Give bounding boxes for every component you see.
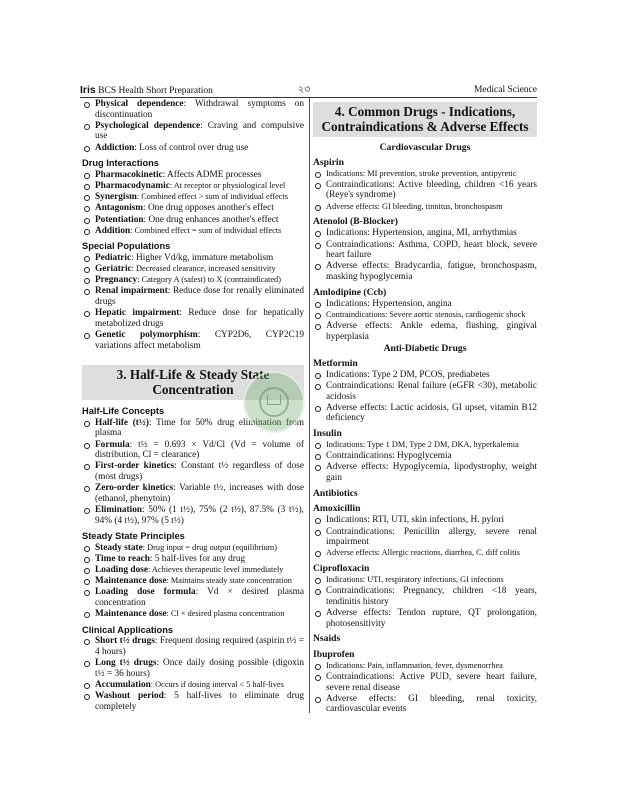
section-heading: Half-Life Concepts bbox=[82, 406, 165, 417]
list-item: Formula: t½ = 0.693 × Vd/Cl (Vd = volume of distribution, Cl = clearance) bbox=[82, 440, 304, 461]
list-item: Pharmacokinetic: Affects ADME processes bbox=[82, 170, 304, 181]
drug-name: Ciprofloxacin bbox=[313, 562, 370, 574]
list-item: Indications: Type 2 DM, PCOS, prediabetes bbox=[313, 370, 537, 381]
list-item: Potentiation: One drug enhances another's effect bbox=[82, 215, 304, 226]
list-item: Indications: MI prevention, stroke prevention, antipyretic bbox=[313, 169, 537, 180]
list-item: Adverse effects: Lactic acidosis, GI upset, vitamin B12 deficiency bbox=[313, 403, 537, 424]
list-item: Indications: RTI, UTI, skin infections, H. pylori bbox=[313, 515, 537, 526]
list-item: Loading dose: Achieves therapeutic level immediately bbox=[82, 565, 304, 576]
page-header bbox=[80, 84, 537, 96]
section-heading: Special Populations bbox=[82, 241, 171, 252]
list-item: Adverse effects: Bradycardia, fatigue, bronchospasm, masking hypoglycemia bbox=[313, 261, 537, 282]
category-heading: Nsaids bbox=[313, 633, 341, 645]
list-item: Half-life (t½): Time for 50% drug elimination from plasma bbox=[82, 418, 304, 439]
list-item: Contraindications: Hypoglycemia bbox=[313, 451, 537, 462]
list-item: Maintenance dose: Maintains steady state concentration bbox=[82, 576, 304, 587]
header-title: BCS Health Short Preparation bbox=[98, 86, 213, 96]
list-item: Genetic polymorphism: CYP2D6, CYP2C19 variations affect metabolism bbox=[82, 330, 304, 351]
right-column bbox=[313, 99, 537, 716]
list-item: Adverse effects: GI bleeding, renal toxicity, cardiovascular events bbox=[313, 694, 537, 715]
list-item: Addition: Combined effect = sum of individual effects bbox=[82, 226, 304, 237]
list-item: First-order kinetics: Constant t½ regardless of dose (most drugs) bbox=[82, 461, 304, 482]
list-item: Contraindications: Renal failure (eGFR <30), metabolic acidosis bbox=[313, 381, 537, 402]
clinical-applications-list bbox=[82, 636, 304, 712]
list-item: Maintenance dose: Cl × desired plasma concentration bbox=[82, 609, 304, 620]
steady-state-list bbox=[82, 543, 304, 620]
book-icon bbox=[267, 395, 281, 405]
list-item: Contraindications: Asthma, COPD, heart block, severe heart failure bbox=[313, 240, 537, 261]
list-item: Contraindications: Penicillin allergy, severe renal impairment bbox=[313, 527, 537, 548]
list-item: Indications: Pain, inflammation, fever, dysmenorrhea bbox=[313, 661, 537, 672]
brand-logo-text: Iris bbox=[80, 84, 96, 96]
list-item: Adverse effects: Ankle edema, flushing, gingival hyperplasia bbox=[313, 321, 537, 342]
list-item: Addiction: Loss of control over drug use bbox=[82, 143, 304, 154]
drug-details-list bbox=[313, 515, 537, 559]
drug-details-list bbox=[313, 169, 537, 213]
list-item: Indications: Type 1 DM, Type 2 DM, DKA, hyperkalemia bbox=[313, 440, 537, 451]
drug-details-list bbox=[313, 370, 537, 424]
list-item: Accumulation: Occurs if dosing interval < 5 half-lives bbox=[82, 680, 304, 691]
watermark-logo bbox=[243, 371, 305, 433]
list-item: Adverse effects: Tendon rupture, QT prolongation, photosensitivity bbox=[313, 608, 537, 629]
drug-name: Atenolol (B-Blocker) bbox=[313, 216, 398, 228]
category-heading: Anti-Diabetic Drugs bbox=[383, 343, 467, 355]
drug-name: Insulin bbox=[313, 428, 342, 439]
drug-name: Ibuprofen bbox=[313, 648, 355, 660]
section-heading: Steady State Principles bbox=[82, 531, 185, 542]
half-life-list bbox=[82, 418, 304, 526]
section-4-title: 4. Common Drugs - Indications, Contraindications & Adverse Effects bbox=[313, 102, 537, 137]
drug-details-list bbox=[313, 228, 537, 282]
list-item: Indications: UTI, respiratory infections, GI infections bbox=[313, 575, 537, 586]
section-heading: Clinical Applications bbox=[82, 624, 174, 635]
page-number: ২৩ bbox=[298, 85, 311, 95]
list-item: Contraindications: Active PUD, severe heart failure, severe renal disease bbox=[313, 672, 537, 693]
list-item: Antagonism: One drug opposes another's effect bbox=[82, 203, 304, 214]
list-item: Adverse effects: Hypoglycemia, lipodystrophy, weight gain bbox=[313, 462, 537, 483]
list-item: Elimination: 50% (1 t½), 75% (2 t½), 87.5% (3 t½), 94% (4 t½), 97% (5 t½) bbox=[82, 505, 304, 526]
list-item: Synergism: Combined effect > sum of individual effects bbox=[82, 192, 304, 203]
list-item: Contraindications: Pregnancy, children <18 years, tendinitis history bbox=[313, 586, 537, 607]
list-item: Hepatic impairment: Reduce dose for hepatically metabolized drugs bbox=[82, 308, 304, 329]
drug-details-list bbox=[313, 299, 537, 343]
list-item: Indications: Hypertension, angina bbox=[313, 299, 537, 310]
drug-interactions-list bbox=[82, 170, 304, 237]
dependence-list bbox=[82, 99, 304, 153]
drug-details-list bbox=[313, 440, 537, 484]
list-item: Steady state: Drug input = drug output (equilibrium) bbox=[82, 543, 304, 554]
list-item: Physical dependence: Withdrawal symptoms on discontinuation bbox=[82, 99, 304, 120]
category-heading: Antibiotics bbox=[313, 487, 358, 499]
drug-name: Aspirin bbox=[313, 156, 344, 168]
list-item: Short t½ drugs: Frequent dosing required (aspirin t½ = 4 hours) bbox=[82, 636, 304, 657]
header-subject: Medical Science bbox=[473, 85, 537, 95]
drug-name: Metformin bbox=[313, 357, 358, 369]
list-item: Indications: Hypertension, angina, MI, arrhythmias bbox=[313, 228, 537, 239]
list-item: Long t½ drugs: Once daily dosing possible (digoxin t½ = 36 hours) bbox=[82, 658, 304, 679]
list-item: Pharmacodynamic: At receptor or physiological level bbox=[82, 181, 304, 192]
list-item: Pediatric: Higher Vd/kg, immature metabolism bbox=[82, 253, 304, 264]
list-item: Pregnancy: Category A (safest) to X (contraindicated) bbox=[82, 275, 304, 286]
list-item: Contraindications: Severe aortic stenosis, cardiogenic shock bbox=[313, 310, 537, 321]
header-brand bbox=[80, 84, 213, 97]
list-item: Washout period: 5 half-lives to eliminate drug completely bbox=[82, 691, 304, 712]
drug-details-list bbox=[313, 575, 537, 629]
list-item: Geriatric: Decreased clearance, increased sensitivity bbox=[82, 264, 304, 275]
drug-name: Amlodipine (Ccb) bbox=[313, 286, 387, 298]
list-item: Adverse effects: GI bleeding, tinnitus, bronchospasm bbox=[313, 202, 537, 213]
list-item: Psychological dependence: Craving and compulsive use bbox=[82, 121, 304, 142]
drug-name: Amoxicillin bbox=[313, 503, 361, 515]
section-3-title: 3. Half-Life & Steady State Concentration bbox=[82, 365, 304, 400]
special-populations-list bbox=[82, 253, 304, 351]
list-item: Loading dose formula: Vd × desired plasma concentration bbox=[82, 587, 304, 608]
list-item: Contraindications: Active bleeding, children <16 years (Reye's syndrome) bbox=[313, 180, 537, 201]
list-item: Time to reach: 5 half-lives for any drug bbox=[82, 554, 304, 565]
category-heading: Cardiovascular Drugs bbox=[379, 142, 471, 153]
section-heading: Drug Interactions bbox=[82, 158, 159, 169]
column-divider bbox=[309, 98, 310, 713]
list-item: Zero-order kinetics: Variable t½, increases with dose (ethanol, phenytoin) bbox=[82, 483, 304, 504]
list-item: Renal impairment: Reduce dose for renally eliminated drugs bbox=[82, 286, 304, 307]
drug-details-list bbox=[313, 661, 537, 715]
list-item: Adverse effects: Allergic reactions, diarrhea, C. diff colitis bbox=[313, 548, 537, 559]
